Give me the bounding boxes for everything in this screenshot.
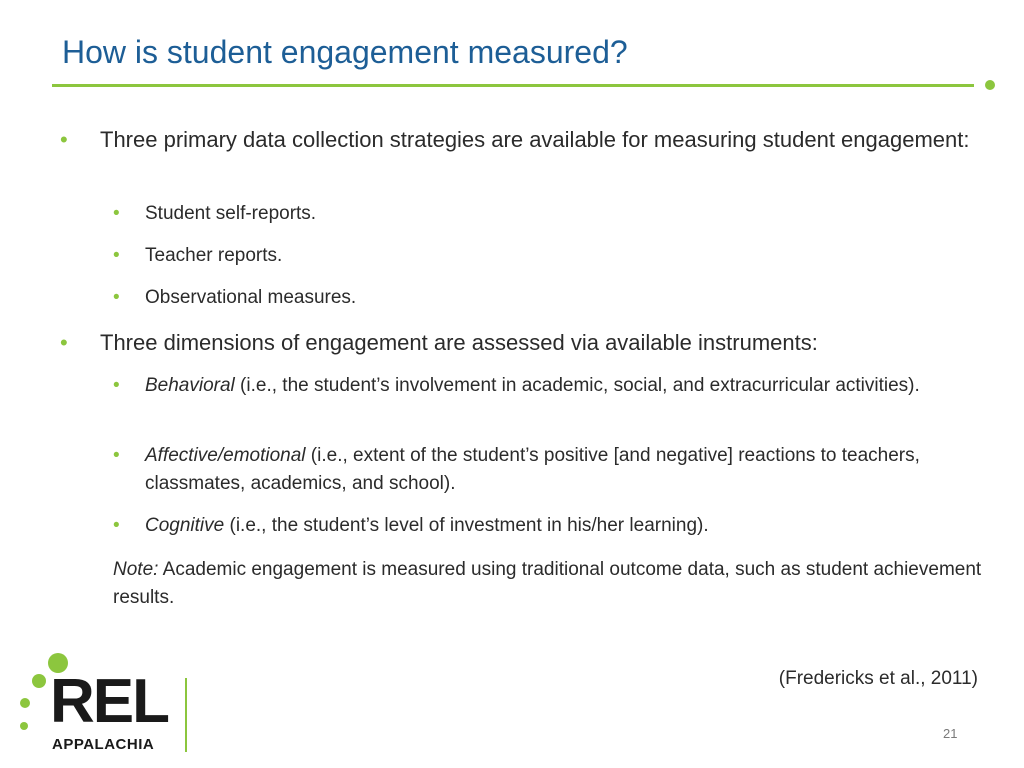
logo-subtitle: APPALACHIA — [52, 736, 155, 753]
logo-divider — [185, 678, 187, 752]
bullet-dimensions — [60, 327, 990, 359]
sub-bullet-behavioral — [113, 372, 975, 400]
rel-appalachia-logo — [14, 650, 190, 758]
sub-bullet-self-reports — [113, 200, 975, 228]
sub-bullet-text: Teacher reports. — [145, 245, 283, 266]
sub-bullet-text: (i.e., the student’s level of investment in his/her learning). — [224, 515, 709, 536]
bullet-marker: • — [60, 330, 68, 355]
sub-bullet-marker: • — [113, 515, 120, 536]
sub-bullet-text: Student self-reports. — [145, 203, 317, 224]
citation: (Fredericks et al., 2011) — [778, 668, 978, 689]
sub-bullet-text: Observational measures. — [145, 287, 357, 308]
sub-bullet-affective — [113, 442, 975, 498]
sub-bullet-marker: • — [113, 203, 120, 224]
logo-dot-medium — [32, 674, 46, 688]
sub-bullet-marker: • — [113, 245, 120, 266]
sub-bullet-teacher-reports — [113, 242, 975, 270]
logo-dot-small-2 — [20, 722, 28, 730]
bullet-text: Three dimensions of engagement are assessed via available instruments: — [100, 330, 818, 355]
bullet-strategies — [60, 124, 990, 156]
note-label: Note: — [113, 559, 159, 580]
sub-bullet-marker: • — [113, 375, 120, 396]
sub-bullet-observational — [113, 284, 975, 312]
term-cognitive: Cognitive — [145, 515, 225, 536]
title-underline — [52, 84, 974, 87]
sub-bullet-text: (i.e., the student’s involvement in academic, social, and extracurricular activities). — [234, 375, 920, 396]
logo-wordmark: REL — [50, 667, 168, 736]
bullet-marker: • — [60, 127, 68, 152]
sub-bullet-marker: • — [113, 445, 120, 466]
note-paragraph — [113, 556, 983, 612]
slide-title: How is student engagement measured? — [62, 34, 628, 70]
sub-bullet-marker: • — [113, 287, 120, 308]
logo-dot-small — [20, 698, 30, 708]
bullet-text: Three primary data collection strategies are available for measuring student engagement: — [100, 127, 970, 152]
note-text: Academic engagement is measured using traditional outcome data, such as student achievement results. — [113, 559, 982, 608]
term-behavioral: Behavioral — [145, 375, 235, 396]
term-affective: Affective/emotional — [145, 445, 306, 466]
sub-bullet-text: (i.e., extent of the student’s positive [and negative] reactions to teachers, classmates, academics, and school). — [145, 445, 920, 494]
page-number: 21 — [943, 726, 958, 741]
sub-bullet-cognitive — [113, 512, 975, 540]
underline-dot — [985, 80, 995, 90]
